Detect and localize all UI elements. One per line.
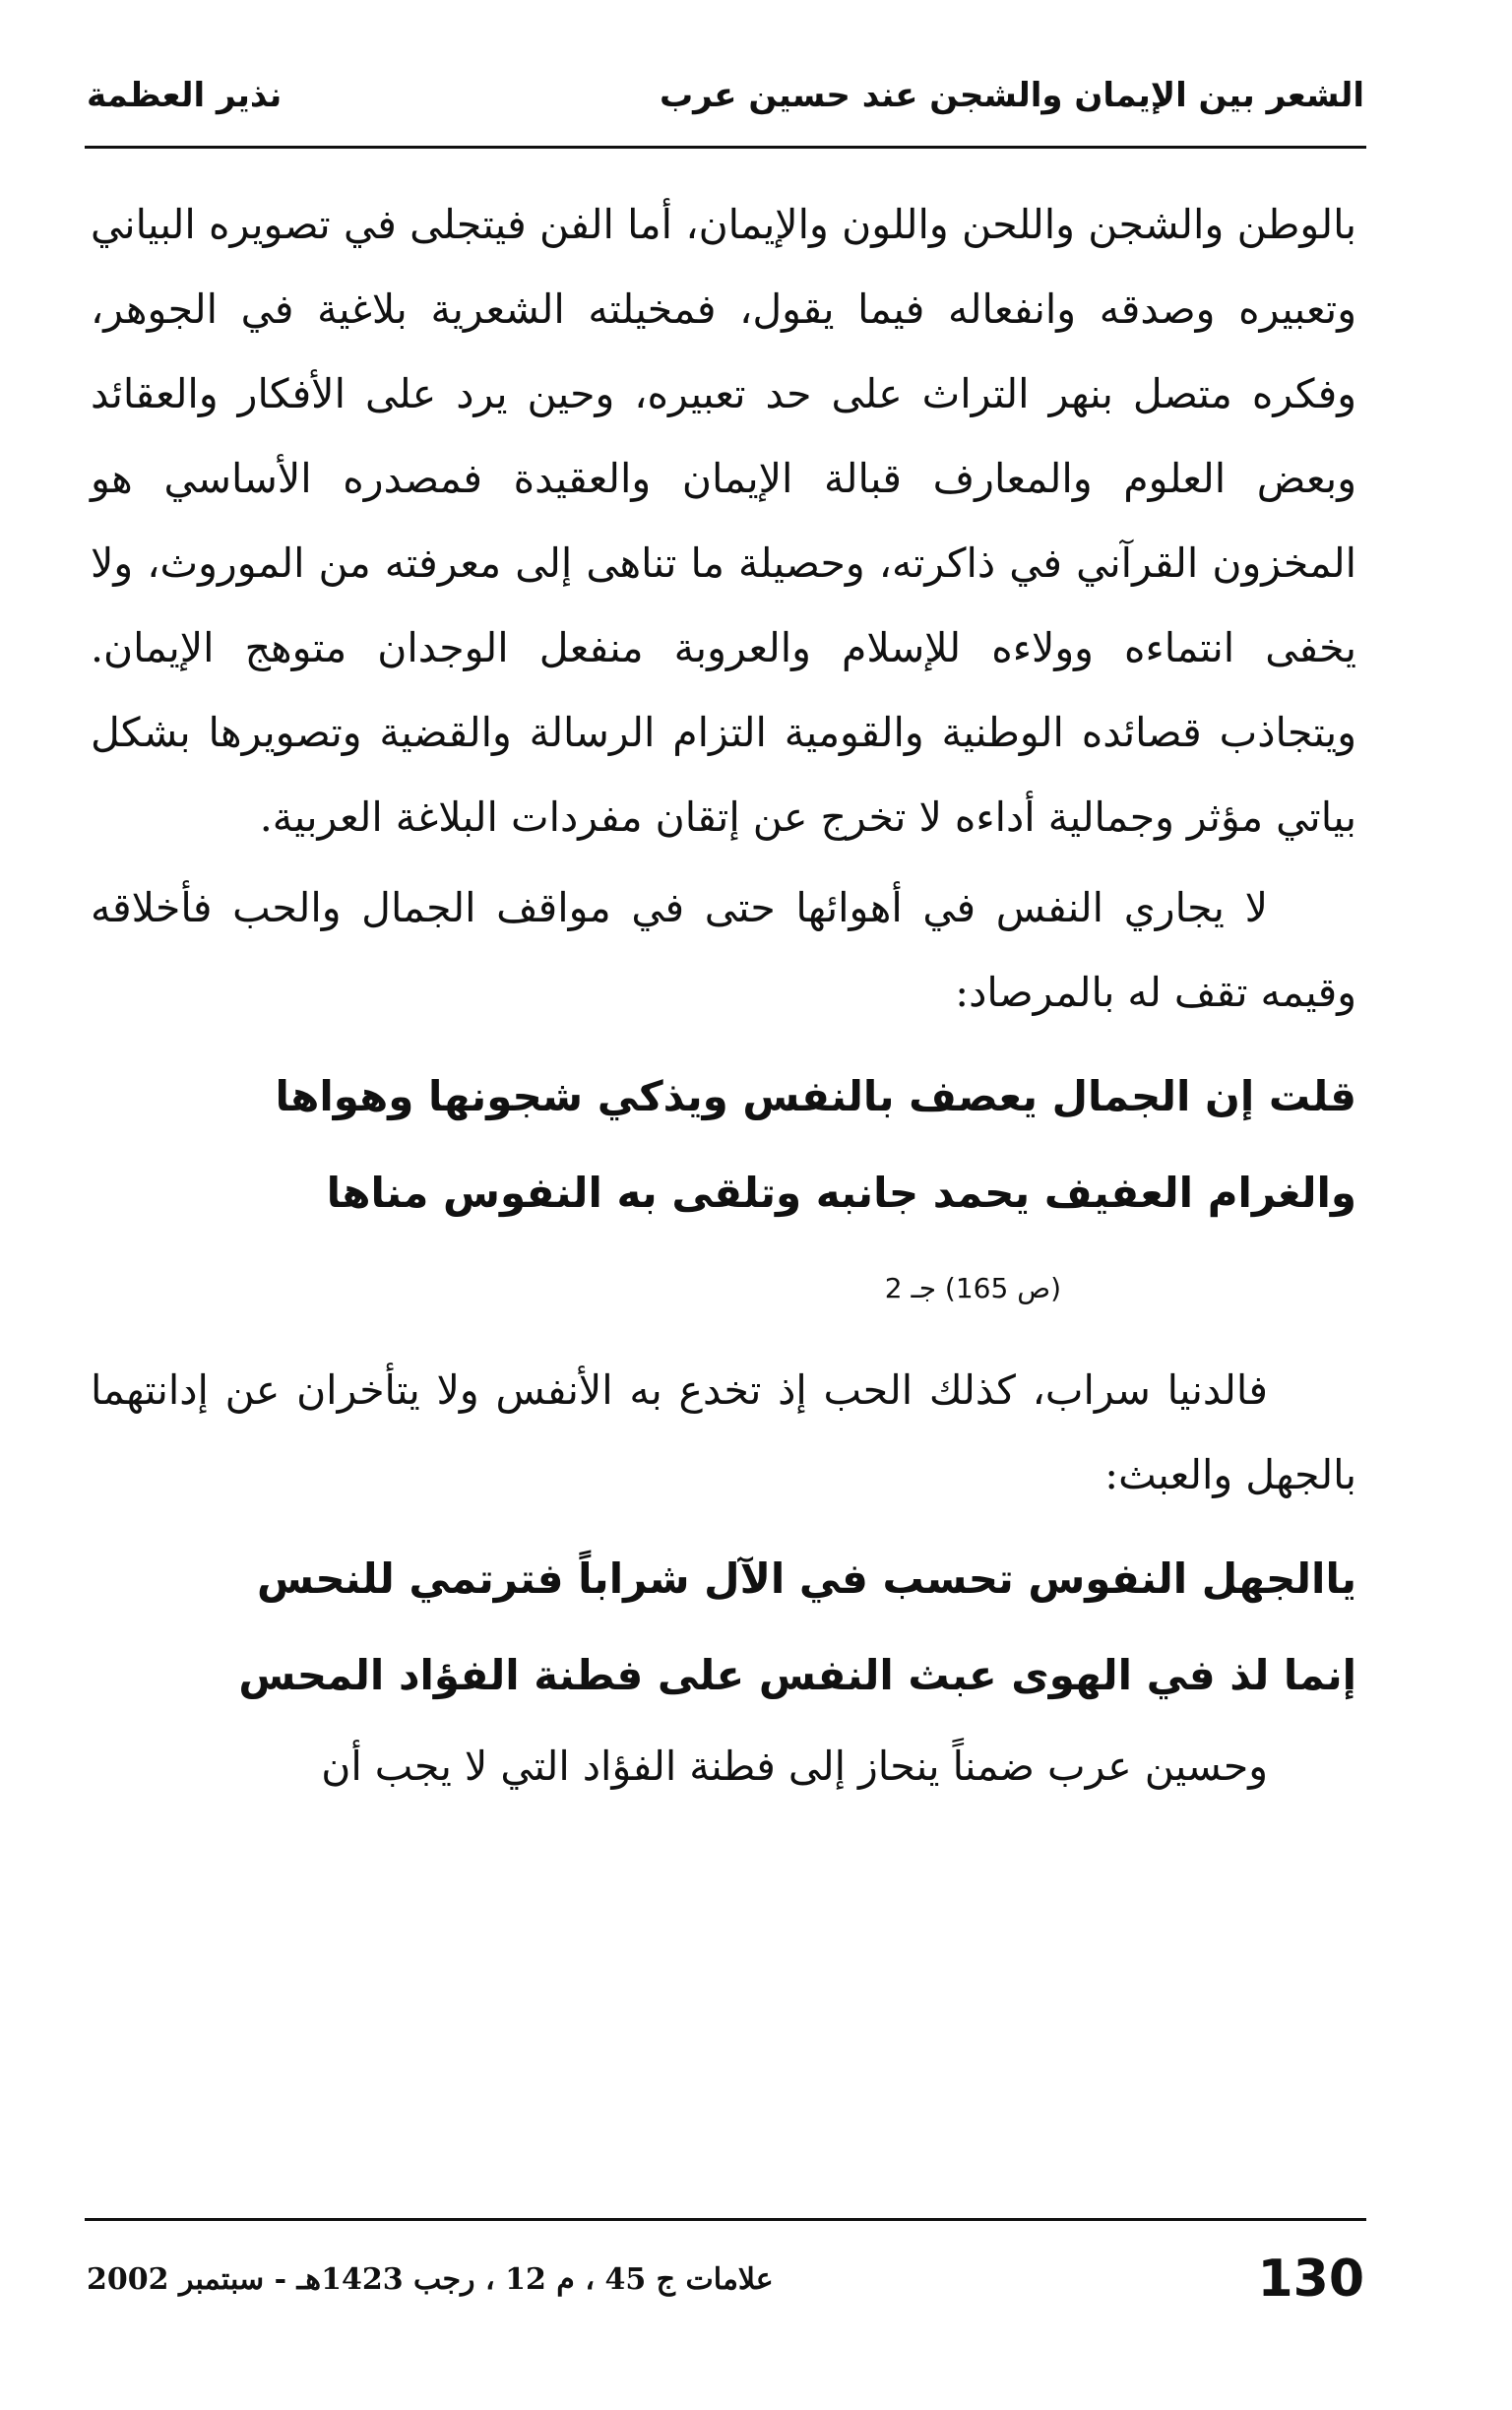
footer-divider bbox=[85, 2218, 1366, 2221]
journal-issue-info: علامات ج 45 ، م 12 ، رجب 1423هـ - سبتمبر 2002 bbox=[87, 2261, 774, 2297]
verse-line: والغرام العفيف يحمد جانبه وتلقى به النفوس مناها bbox=[326, 1169, 1356, 1217]
running-header bbox=[87, 61, 1364, 130]
paragraph: وحسين عرب ضمناً ينحاز إلى فطنة الفؤاد التي لا يجب أن bbox=[321, 1743, 1268, 1790]
verse-line: إنما لذ في الهوى عبث النفس على فطنة الفؤاد المحس bbox=[238, 1651, 1356, 1699]
page-footer bbox=[87, 2235, 1364, 2323]
page-number: 130 bbox=[1257, 2250, 1364, 2309]
header-title: الشعر بين الإيمان والشجن عند حسين عرب bbox=[659, 76, 1364, 115]
body-text bbox=[91, 182, 1356, 1808]
verse-line: قلت إن الجمال يعصف بالنفس ويذكي شجونها وهواها bbox=[275, 1072, 1356, 1120]
header-divider bbox=[85, 146, 1366, 149]
paragraph: لا يجاري النفس في أهوائها حتى في مواقف الجمال والحب فأخلاقه وقيمه تقف له بالمرصاد: bbox=[91, 884, 1356, 1016]
paragraph: فالدنيا سراب، كذلك الحب إذ تخدع به الأنفس ولا يتأخران عن إدانتهما بالجهل والعبث: bbox=[91, 1366, 1356, 1498]
verse-citation: (ص 165) جـ 2 bbox=[884, 1272, 1061, 1304]
paragraph: بالوطن والشجن واللحن واللون والإيمان، أما الفن فيتجلى في تصويره البياني وتعبيره وصدقه وانفعاله فيما يقول، فمخيلته الشعرية بلاغية في الجوهر، وفكره متصل بنهر التراث على حد تعبيره، وحين يرد على الأفكار والعقائد وبعض العلوم والمعارف قبالة الإيمان والعقيدة فمصدره الأساسي هو المخزون القرآني في ذاكرته، وحصيلة ما تناهى إلى معرفته من الموروث، ولا يخفى انتماءه وولاءه للإسلام والعروبة منفعل الوجدان متوهج الإيمان. ويتجاذب قصائده الوطنية والقومية التزام الرسالة والقضية وتصويرها بشكل بياتي مؤثر وجمالية أداءه لا تخرج عن إتقان مفردات البلاغة العربية. bbox=[91, 201, 1356, 841]
verse-line: ياالجهل النفوس تحسب في الآل شراباً فترتمي للنحس bbox=[257, 1554, 1356, 1603]
header-author: نذير العظمة bbox=[87, 76, 283, 115]
